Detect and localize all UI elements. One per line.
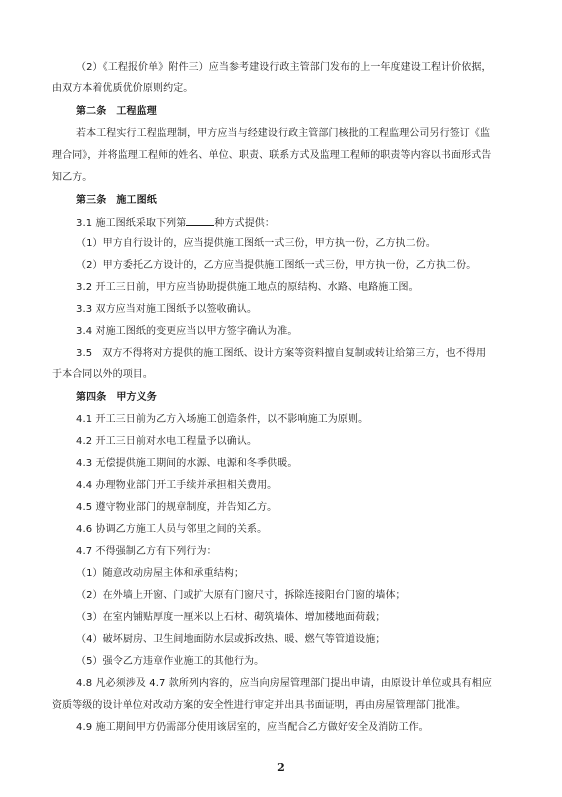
paragraph-line: （4）破坏厨房、卫生间地面防水层或拆改热、暖、燃气等管道设施； (76, 634, 386, 645)
paragraph-line: 3.3 双方应当对施工图纸予以签收确认。 (76, 304, 258, 315)
paragraph-line: 4.4 办理物业部门开工手续并承担相关费用。 (76, 480, 278, 491)
paragraph-line: 4.9 施工期间甲方仍需部分使用该居室的，应当配合乙方做好安全及消防工作。 (76, 722, 429, 733)
paragraph-line: 由双方本着优质优价原则约定。 (52, 83, 194, 94)
paragraph-line (76, 215, 275, 231)
paragraph-line: 4.2 开工三日前对水电工程量予以确认。 (76, 436, 258, 447)
page-number: 2 (277, 761, 285, 774)
paragraph-line: 3.4 对施工图纸的变更应当以甲方签字确认为准。 (76, 326, 298, 337)
fill-in-blank (186, 215, 214, 226)
paragraph-line: （3）在室内铺贴厚度一厘米以上石材、砌筑墙体、增加楼地面荷载； (76, 612, 386, 623)
section-heading: 第四条 甲方义务 (76, 392, 157, 403)
section-heading: 第二条 工程监理 (76, 106, 157, 117)
paragraph-line: （2）《工程报价单》附件三）应当参考建设行政主管部门发布的上一年度建设工程计价依据， (76, 62, 492, 73)
paragraph-line: 资质等级的设计单位对改动方案的安全性进行审定并出具书面证明，再由房屋管理部门批准。 (52, 700, 467, 711)
paragraph-line: 4.5 遵守物业部门的规章制度，并告知乙方。 (76, 502, 278, 513)
paragraph-line: 3.5 双方不得将对方提供的施工图纸、设计方案等资料擅自复制或转让给第三方，也不得用 (76, 348, 487, 359)
paragraph-line: 4.7 不得强制乙方有下列行为： (76, 546, 217, 557)
paragraph-line: 4.1 开工三日前为乙方入场施工创造条件，以不影响施工为原则。 (76, 414, 369, 425)
clause-text: 种方式提供： (214, 218, 275, 229)
paragraph-line: 若本工程实行工程监理制，甲方应当与经建设行政主管部门核批的工程监理公司另行签订《监 (76, 128, 491, 139)
paragraph-line: （1）甲方自行设计的，应当提供施工图纸一式三份，甲方执一份，乙方执二份。 (76, 238, 436, 249)
paragraph-line: 理合同》，并将监理工程师的姓名、单位、职责、联系方式及监理工程师的职责等内容以书面形式告 (52, 150, 492, 161)
paragraph-line: 4.8 凡必须涉及 4.7 款所列内容的，应当向房屋管理部门提出申请，由原设计单位或具有相应 (76, 678, 492, 689)
paragraph-line: 知乙方。 (52, 172, 93, 183)
paragraph-line: （2）在外墙上开窗、门或扩大原有门窗尺寸，拆除连接阳台门窗的墙体； (76, 590, 406, 601)
section-heading: 第三条 施工图纸 (76, 195, 157, 206)
paragraph-line: 4.6 协调乙方施工人员与邻里之间的关系。 (76, 524, 268, 535)
paragraph-line: 3.2 开工三日前，甲方应当协助提供施工地点的原结构、水路、电路施工图。 (76, 282, 419, 293)
paragraph-line: 于本合同以外的项目。 (52, 369, 153, 380)
paragraph-line: （2）甲方委托乙方设计的，乙方应当提供施工图纸一式三份，甲方执一份，乙方执二份。 (76, 260, 477, 271)
paragraph-line: （1）随意改动房屋主体和承重结构； (76, 568, 245, 579)
paragraph-line: （5）强令乙方违章作业施工的其他行为。 (76, 656, 265, 667)
paragraph-line: 4.3 无偿提供施工期间的水源、电源和冬季供暖。 (76, 458, 298, 469)
clause-text: 3.1 施工图纸采取下列第 (76, 218, 187, 229)
